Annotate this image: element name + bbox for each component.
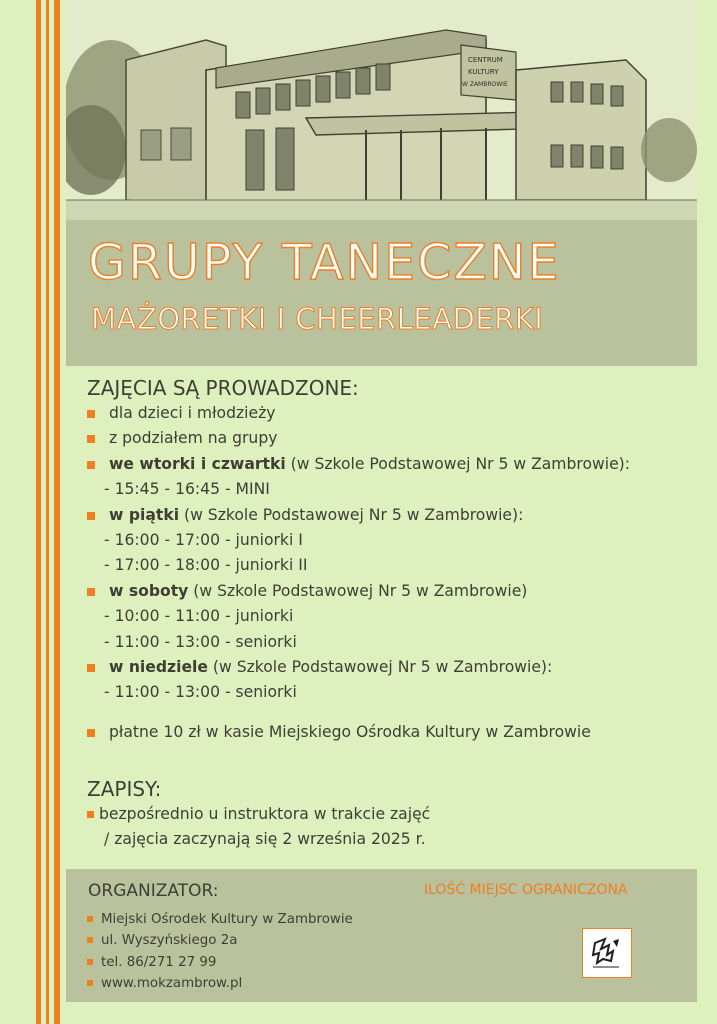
poster-title: GRUPY TANECZNE <box>88 234 561 291</box>
square-bullet-icon <box>87 512 95 520</box>
time-slot: - 10:00 - 11:00 - juniorki <box>104 607 294 626</box>
time-slot: - 16:00 - 17:00 - juniorki I <box>104 531 303 550</box>
organizer-heading: ORGANIZATOR: <box>88 881 219 901</box>
sign-line: KULTURY <box>468 68 499 76</box>
schedule-day <box>87 452 687 477</box>
time-slot: - 11:00 - 13:00 - seniorki <box>104 632 297 651</box>
schedule-item-text: z podziałem na grupy <box>109 429 278 448</box>
payment-info <box>87 720 687 745</box>
schedule-day-location: (w Szkole Podstawowej Nr 5 w Zambrowie): <box>207 658 553 677</box>
time-slot: - 17:00 - 18:00 - juniorki II <box>104 556 308 575</box>
signup-info <box>87 802 687 827</box>
square-bullet-icon <box>87 435 95 443</box>
schedule-day-location: (w Szkole Podstawowej Nr 5 w Zambrowie) <box>188 581 528 600</box>
signup-section <box>87 776 687 853</box>
signup-text: bezpośrednio u instruktora w trakcie zajęć <box>99 805 431 823</box>
schedule-day-label: w niedziele <box>109 658 208 677</box>
organizer-website <box>87 973 353 994</box>
organizer-line: tel. 86/271 27 99 <box>101 954 217 970</box>
square-bullet-icon <box>87 729 95 737</box>
organizer-line: Miejski Ośrodek Kultury w Zambrowie <box>101 912 353 927</box>
sign-line: W ZAMBROWIE <box>462 81 508 88</box>
square-bullet-icon <box>87 461 95 469</box>
signup-heading: ZAPISY: <box>87 777 162 801</box>
schedule-day <box>87 655 687 680</box>
schedule-day-label: we wtorki i czwartki <box>109 454 286 473</box>
orange-stripe <box>54 0 60 1024</box>
schedule-day-location: (w Szkole Podstawowej Nr 5 w Zambrowie): <box>285 454 631 473</box>
square-bullet-icon <box>87 664 95 672</box>
limited-seats-notice: ILOŚĆ MIEJSC OGRANICZONA <box>424 882 628 898</box>
schedule-day-label: w soboty <box>109 581 189 600</box>
schedule-section <box>87 375 687 745</box>
square-bullet-icon <box>87 916 93 922</box>
signup-start-date: / zajęcia zaczynają się 2 września 2025 r. <box>104 830 426 849</box>
organizer-name <box>87 909 353 930</box>
organizer-phone <box>87 952 353 973</box>
square-bullet-icon <box>87 980 93 986</box>
schedule-day <box>87 503 687 528</box>
time-slot: - 11:00 - 13:00 - seniorki <box>104 683 297 702</box>
schedule-day <box>87 579 687 604</box>
square-bullet-icon <box>87 959 93 965</box>
building-illustration <box>66 0 697 220</box>
payment-text: płatne 10 zł w kasie Miejskiego Ośrodka Kultury w Zambrowie <box>109 722 591 741</box>
poster-subtitle: MAŻORETKI I CHEERLEADERKI <box>91 302 544 336</box>
schedule-day-label: w piątki <box>109 505 180 524</box>
organizer-details <box>87 909 353 995</box>
square-bullet-icon <box>87 811 94 818</box>
square-bullet-icon <box>87 937 93 943</box>
mok-zambrow-logo-icon <box>582 928 632 978</box>
schedule-item <box>87 426 687 451</box>
schedule-day-location: (w Szkole Podstawowej Nr 5 w Zambrowie): <box>179 505 524 524</box>
square-bullet-icon <box>87 588 95 596</box>
orange-stripe <box>46 0 49 1024</box>
sign-line: CENTRUM <box>468 56 503 64</box>
orange-stripe <box>36 0 41 1024</box>
schedule-item <box>87 401 687 426</box>
organizer-address <box>87 930 353 951</box>
square-bullet-icon <box>87 410 95 418</box>
time-slot: - 15:45 - 16:45 - MINI <box>104 480 270 499</box>
organizer-line: ul. Wyszyńskiego 2a <box>101 933 238 949</box>
schedule-heading: ZAJĘCIA SĄ PROWADZONE: <box>87 376 359 400</box>
schedule-item-text: dla dzieci i młodzieży <box>109 404 276 422</box>
organizer-line: www.mokzambrow.pl <box>101 976 243 992</box>
